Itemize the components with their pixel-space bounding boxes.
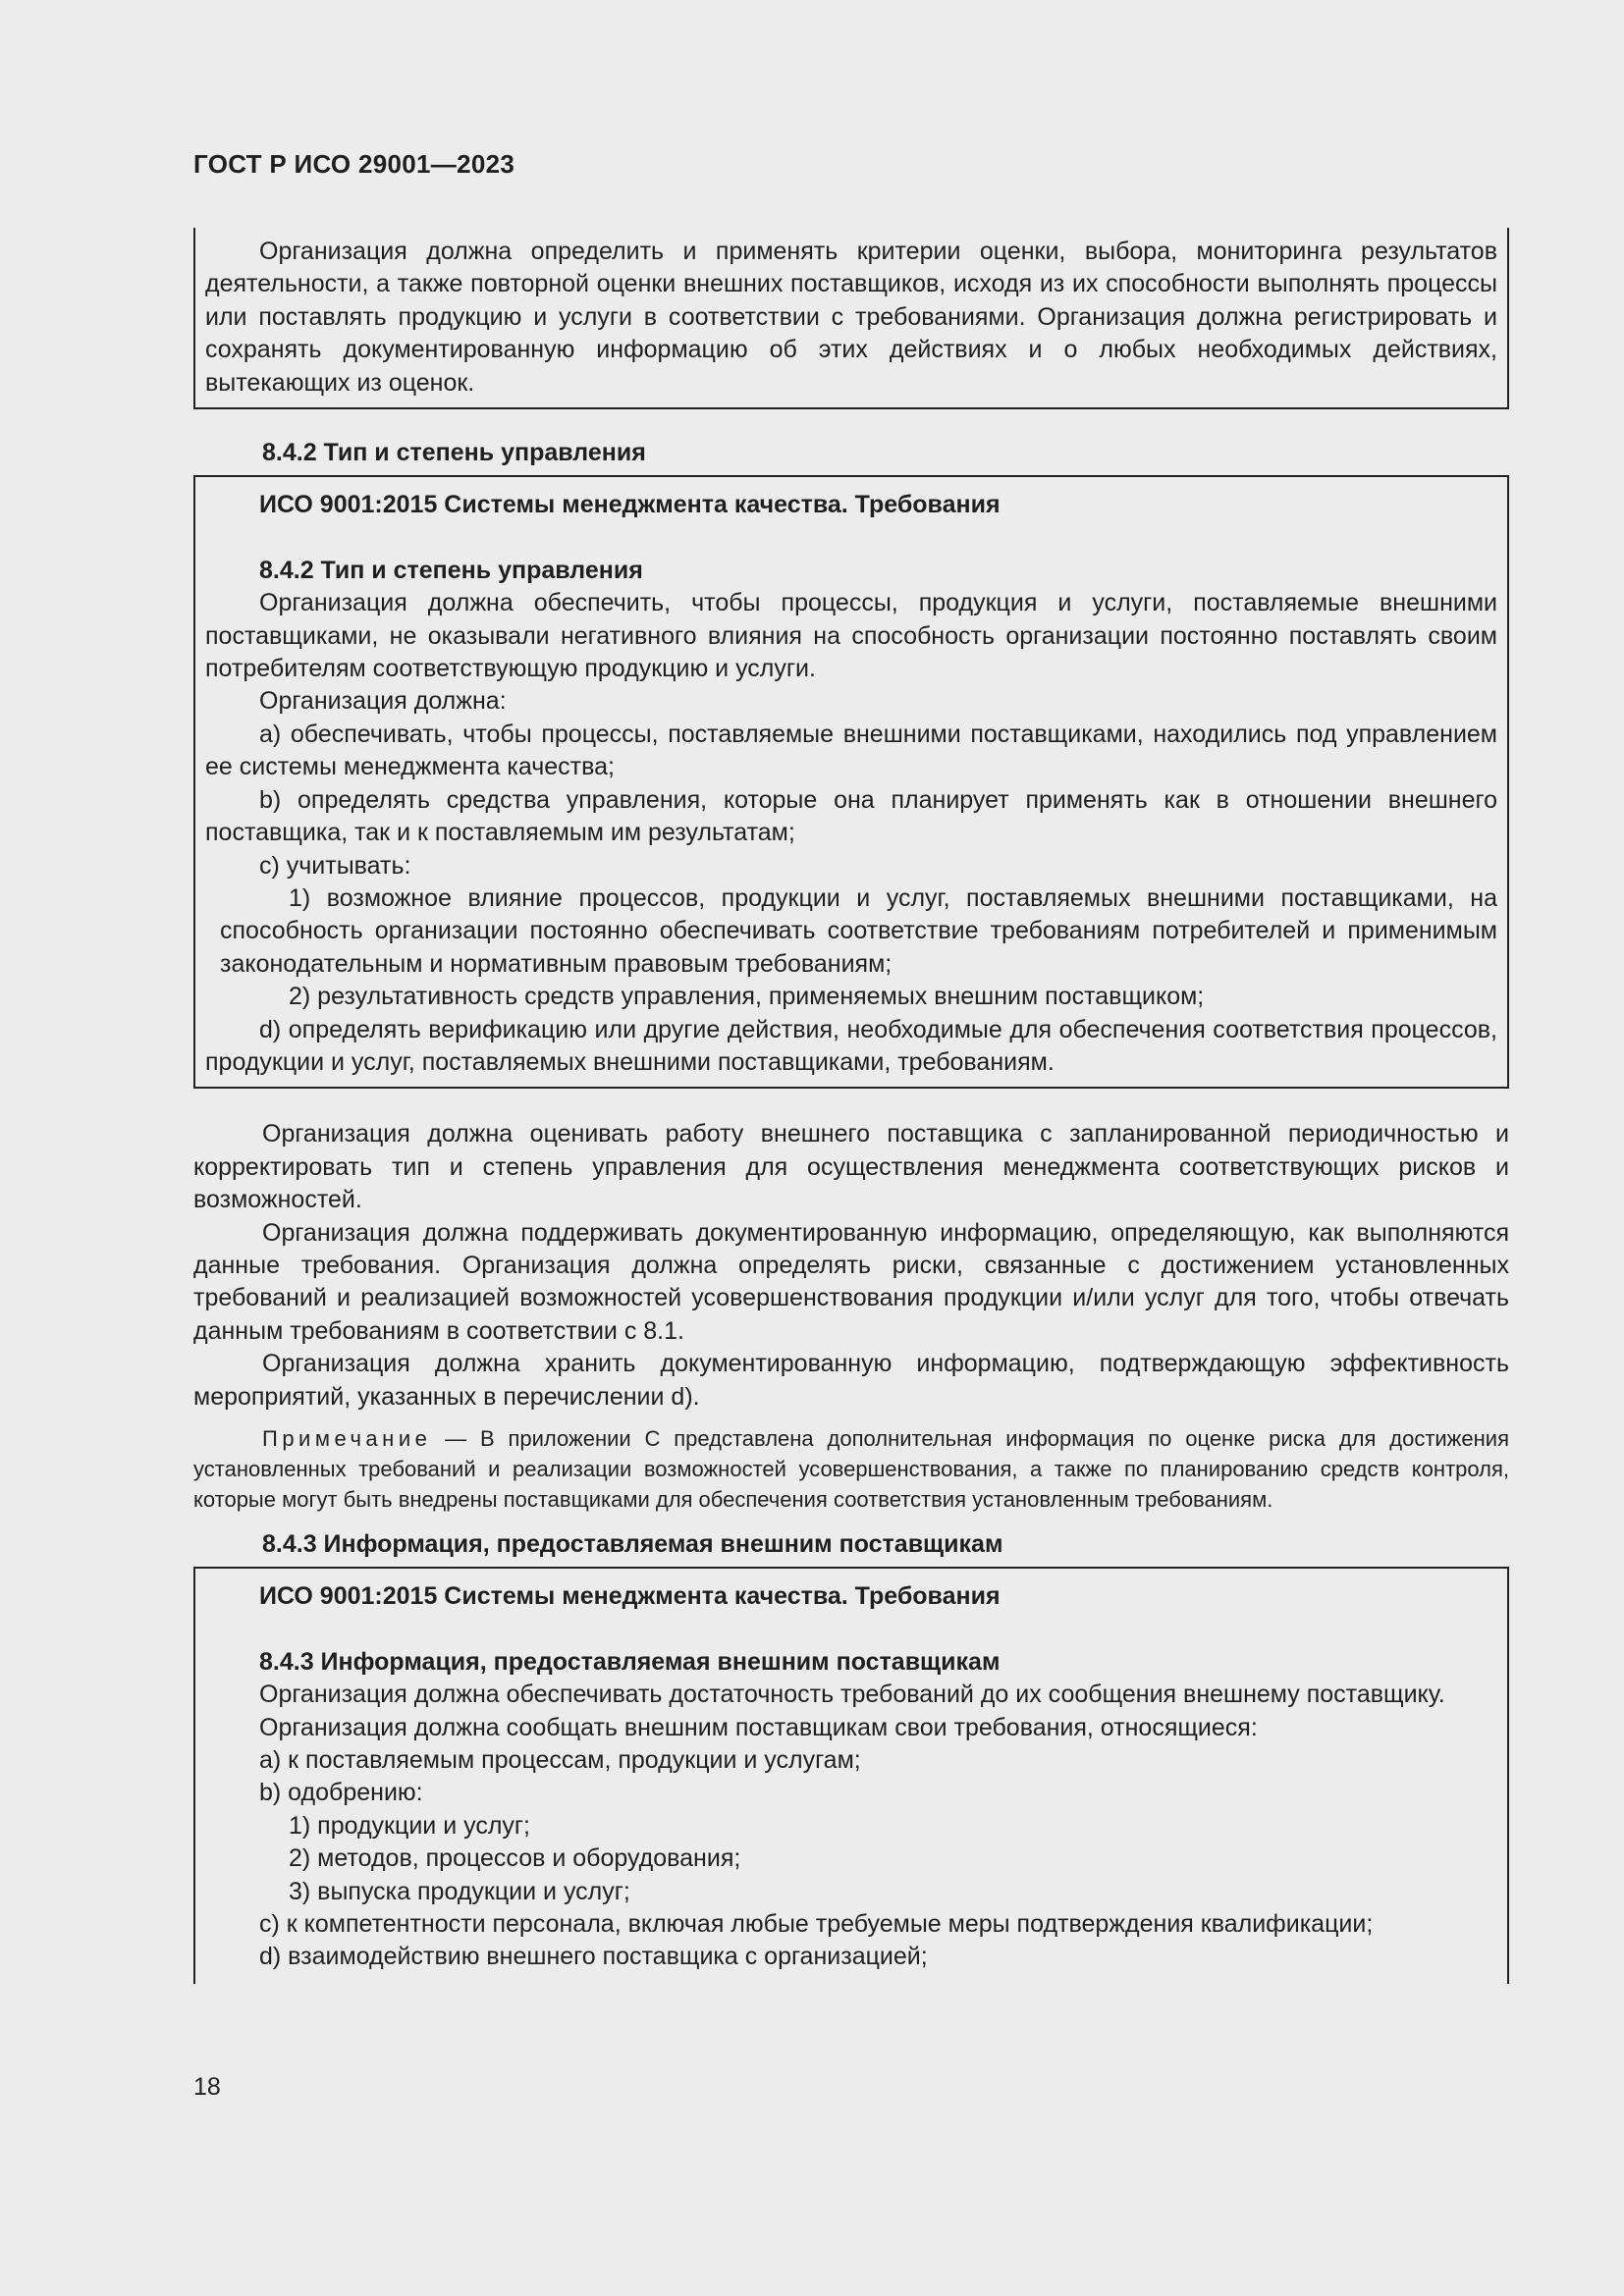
note-text: — В приложении С представлена дополнительная информация по оценке риска для достижения установленных требований и реализации возможностей усовершенствования, а также по планированию средств контроля, которые могут быть внедрены поставщиками для обеспечения соответствия установленным требованиям.	[193, 1426, 1509, 1512]
iso-quote-box-843	[193, 1567, 1509, 1983]
iso-box-paragraph: Организация должна:	[259, 687, 507, 716]
note-label: Примечание	[262, 1426, 432, 1451]
list-subitem-b3: 3) выпуска продукции и услуг;	[289, 1877, 630, 1905]
iso-box-heading: 8.4.2 Тип и степень управления	[259, 556, 643, 584]
page-content	[193, 228, 1509, 1984]
body-paragraph: Организация должна хранить документированную информацию, подтверждающую эффективность мероприятий, указанных в перечислении d).	[193, 1350, 1509, 1411]
iso-box-title: ИСО 9001:2015 Системы менеджмента качества. Требования	[259, 1582, 1001, 1611]
list-item-d: d) определять верификацию или другие действия, необходимые для обеспечения соответствия процессов, продукции и услуг, поставляемых внешними поставщиками, требованиям.	[205, 1015, 1497, 1076]
iso-box-heading: 8.4.3 Информация, предоставляемая внешним поставщикам	[259, 1647, 1001, 1676]
body-paragraph: Организация должна оценивать работу внешнего поставщика с запланированной периодичностью и корректировать тип и степень управления для осуществления менеджмента соответствующих рисков и возможностей.	[193, 1120, 1509, 1214]
section-heading-843: 8.4.3 Информация, предоставляемая внешним поставщикам	[262, 1530, 1003, 1558]
list-subitem-b2: 2) методов, процессов и оборудования;	[289, 1844, 741, 1873]
iso-box-paragraph: Организация должна сообщать внешним поставщикам свои требования, относящиеся:	[259, 1713, 1258, 1741]
list-item-a: a) обеспечивать, чтобы процессы, поставляемые внешними поставщиками, находились под управлением ее системы менеджмента качества;	[205, 720, 1497, 781]
list-subitem-b1: 1) продукции и услуг;	[289, 1811, 530, 1840]
document-header: ГОСТ Р ИСО 29001—2023	[193, 149, 515, 179]
iso-quote-box-842	[193, 475, 1509, 1089]
list-item-a: a) к поставляемым процессам, продукции и услугам;	[259, 1746, 861, 1775]
list-item-b: b) определять средства управления, которые она планирует применять как в отношении внешнего поставщика, так и к поставляемым им результатам;	[205, 785, 1497, 847]
iso-box-title: ИСО 9001:2015 Системы менеджмента качества. Требования	[259, 491, 1001, 519]
section-heading-842: 8.4.2 Тип и степень управления	[262, 439, 646, 467]
list-subitem-c2: 2) результативность средств управления, применяемых внешним поставщиком;	[289, 983, 1205, 1011]
list-item-c: c) учитывать:	[259, 851, 411, 880]
list-item-b: b) одобрению:	[259, 1779, 423, 1807]
list-item-d: d) взаимодействию внешнего поставщика с организацией;	[259, 1943, 928, 1971]
list-subitem-c1: 1) возможное влияние процессов, продукции и услуг, поставляемых внешними поставщиками, на способность организации постоянно обеспечивать соответствие требованиям потребителей и применимым законодательным и нормативным правовым требованиям;	[220, 883, 1497, 978]
page-number: 18	[193, 2073, 221, 2101]
intro-quote-box	[193, 228, 1509, 409]
iso-box-paragraph: Организация должна обеспечить, чтобы процессы, продукция и услуги, поставляемые внешними поставщиками, не оказывали негативного влияния на способность организации постоянно поставлять своим потребителям соответствующую продукцию и услуги.	[205, 589, 1497, 683]
iso-box-paragraph: Организация должна обеспечивать достаточность требований до их сообщения внешнему поставщику.	[259, 1681, 1445, 1709]
note	[193, 1423, 1509, 1515]
body-paragraph: Организация должна поддерживать документированную информацию, определяющую, как выполняются данные требования. Организация должна определять риски, связанные с достижением установленных требований и реализацией возможностей усовершенствования продукции и/или услуг для того, чтобы отвечать данным требованиям в соответствии с 8.1.	[193, 1218, 1509, 1345]
intro-paragraph: Организация должна определить и применять критерии оценки, выбора, мониторинга результатов деятельности, а также повторной оценки внешних поставщиков, исходя из их способности выполнять процессы или поставлять продукцию и услуги в соответствии с требованиями. Организация должна регистрировать и сохранять документированную информацию об этих действиях и о любых необходимых действиях, вытекающих из оценок.	[205, 238, 1497, 397]
list-item-c: c) к компетентности персонала, включая любые требуемые меры подтверждения квалификации;	[259, 1910, 1374, 1939]
